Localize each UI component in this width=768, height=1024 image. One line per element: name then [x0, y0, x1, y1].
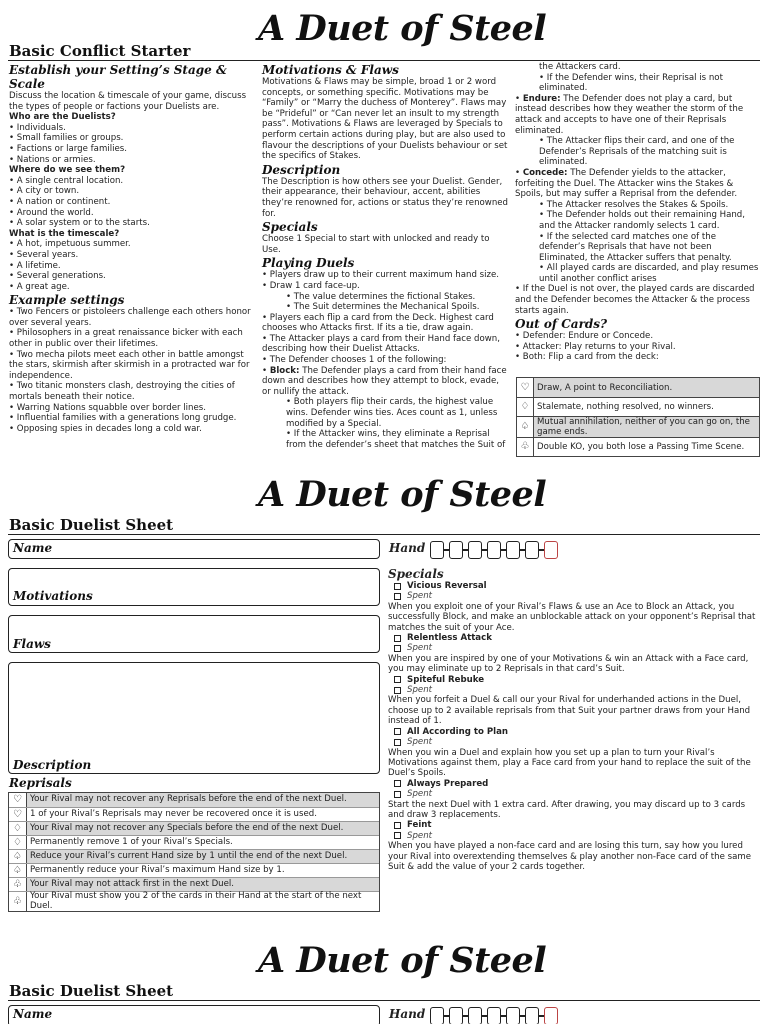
- hand-card-slot[interactable]: [430, 541, 444, 559]
- concede-option: • Concede: The Defender yields to the attacker, forfeiting the Duel. The Attacker wins the Stakes & Spoils, but may suffer a Reprisal from the defender.: [515, 167, 738, 200]
- list-item: • The Attacker flips their card, and one of the Defender’s Reprisals of the matching suit is eliminated.: [539, 136, 735, 168]
- special-text: When you win a Duel and explain how you set up a plan to turn your Rival’s Motivations against them, play a Face card from your hand to replace the suit of the Duel’s Spoils.: [388, 747, 751, 779]
- special-name[interactable]: All According to Plan: [388, 727, 760, 737]
- checkbox[interactable]: [394, 791, 401, 798]
- table-cell: Permanently remove 1 of your Rival’s Specials.: [30, 836, 233, 847]
- list-item: • A hot, impetuous summer.: [9, 239, 131, 250]
- diamond-icon: ♢: [517, 398, 534, 416]
- list-item: • Opposing spies in decades long a cold war.: [9, 423, 202, 434]
- hand-card-slot[interactable]: [544, 1007, 558, 1024]
- list-item: • The Defender chooses 1 of the following:: [262, 355, 447, 366]
- list-item: • Both: Flip a card from the deck:: [515, 352, 659, 363]
- out-of-cards-heading: Out of Cards?: [515, 317, 608, 332]
- hand-card-slot[interactable]: [449, 541, 463, 559]
- list-item: • Philosophers in a great renaissance bicker with each other in public over their lifetimes.: [9, 328, 243, 350]
- special-text: When you have played a non-face card and are losing this turn, say how you lured your Rival into overextending themselves & play another non-Face card of the same Suit & add the value of your 2 cards together.: [388, 841, 751, 872]
- sheet1-title-rule: [8, 534, 760, 535]
- table-cell: Draw, A point to Reconciliation.: [537, 382, 673, 393]
- motivations-label: Motivations: [13, 589, 93, 603]
- special-name[interactable]: Feint: [388, 820, 760, 830]
- list-item: • The Attacker resolves the Stakes & Spoils.: [539, 199, 729, 210]
- spent-toggle[interactable]: Spent: [388, 789, 760, 799]
- checkbox[interactable]: [394, 645, 401, 652]
- spent-toggle[interactable]: Spent: [388, 591, 760, 601]
- checkbox[interactable]: [394, 728, 401, 735]
- motivations-flaws-text: Motivations & Flaws may be simple, broad 1 or 2 word concepts, or something specific. Motivations may be “Family” or “Marry the duchess of Monterey”. Flaws may be “Prideful” or “Can never let an insult to my strength pass”. Motivations & Flaws are leveraged by Specials to perform certain actions during play, but are also used to flavour the descriptions of your Duelists behaviour or set the specifics of Stakes.: [262, 77, 508, 162]
- list-item: • Two titanic monsters clash, destroying the cities of mortals beneath their notice.: [9, 381, 235, 403]
- hand-card-slot[interactable]: [525, 1007, 539, 1024]
- spade-icon: ♤: [517, 417, 534, 437]
- sheet1-title: A Duet of Steel: [258, 474, 547, 515]
- heart-icon: ♡: [517, 378, 534, 397]
- hand-card-slots: [430, 1007, 558, 1024]
- specials-heading: Specials: [262, 220, 318, 235]
- concede-text: The Defender yields to the attacker, forfeiting the Duel. The Attacker wins the Stakes & Spoils, but may suffer a Reprisal from the defender.: [515, 167, 738, 200]
- endure-label: Endure:: [522, 93, 561, 104]
- list-item: • Several generations.: [9, 271, 106, 282]
- diamond-icon: ♢: [9, 822, 27, 835]
- list-item: • A city or town.: [9, 186, 80, 197]
- who-heading: Who are the Duelists?: [9, 112, 116, 123]
- endure-text: The Defender does not play a card, but instead describes how they weather the storm of the attack and accepts to have one of their Reprisals eliminated.: [515, 93, 744, 136]
- list-item: • Two Fencers or pistoleers challenge each others honor over several years.: [9, 307, 251, 328]
- table-row[interactable]: [9, 849, 379, 863]
- hand-card-slots: [430, 541, 558, 559]
- list-item: • A great age.: [9, 281, 70, 292]
- table-row[interactable]: [9, 891, 379, 911]
- starter-title-rule: [8, 60, 760, 61]
- club-icon: ♧: [517, 438, 534, 456]
- hand-card-slot[interactable]: [525, 541, 539, 559]
- checkbox[interactable]: [394, 583, 401, 590]
- table-row: [517, 416, 759, 437]
- list-item: the Attackers card.: [539, 62, 621, 72]
- name-field[interactable]: [8, 1005, 380, 1024]
- list-item: • The Attacker plays a card from their Hand face down, describing how their Duelist Attacks.: [262, 333, 500, 355]
- special-name[interactable]: Relentless Attack: [388, 633, 760, 643]
- heart-icon: ♡: [9, 793, 27, 807]
- list-item: • Defender: Endure or Concede.: [515, 331, 654, 342]
- specials-text: Choose 1 Special to start with unlocked and ready to Use.: [262, 234, 490, 255]
- table-cell: Your Rival may not attack first in the next Duel.: [30, 878, 235, 889]
- checkbox[interactable]: [394, 635, 401, 642]
- special-text: Start the next Duel with 1 extra card. After drawing, you may discard up to 3 cards and draw 3 replacements.: [388, 799, 746, 820]
- hand-card-slot[interactable]: [487, 541, 501, 559]
- list-item: • Around the world.: [9, 207, 94, 218]
- concede-label: Concede:: [522, 167, 568, 178]
- diamond-icon: ♢: [9, 836, 27, 849]
- table-row[interactable]: [9, 821, 379, 835]
- list-item: • The Suit determines the Mechanical Spoils.: [286, 302, 480, 313]
- motivations-flaws-heading: Motivations & Flaws: [262, 63, 399, 77]
- table-cell: Double KO, you both lose a Passing Time Scene.: [537, 442, 745, 452]
- table-cell: Your Rival may not recover any Reprisals before the end of the next Duel.: [30, 794, 347, 805]
- starter-column-3: [515, 62, 761, 363]
- sheet2-title-rule: [8, 1000, 760, 1001]
- spade-icon: ♤: [9, 850, 27, 863]
- list-item: • The Defender holds out their remaining Hand, and the Attacker randomly selects 1 card.: [539, 210, 745, 231]
- list-item: • If the Attacker wins, they eliminate a Reprisal from the defender’s sheet that matches the Suit of: [286, 429, 506, 450]
- starter-column-2: [262, 62, 508, 450]
- list-item: • If the Defender wins, their Reprisal is not eliminated.: [539, 72, 723, 94]
- table-row: [517, 378, 759, 397]
- list-item: • Several years.: [9, 249, 79, 260]
- hand-card-slot[interactable]: [544, 541, 558, 559]
- sheet2-title: A Duet of Steel: [258, 940, 547, 981]
- table-cell: Stalemate, nothing resolved, no winners.: [537, 402, 714, 412]
- special-name[interactable]: Spiteful Rebuke: [388, 675, 760, 685]
- reprisals-table: [8, 792, 380, 912]
- heart-icon: ♡: [9, 808, 27, 821]
- special-text: When you exploit one of your Rival’s Flaws & use an Ace to Block an Attack, you successfully Block, and make an unblockable attack on your opponent’s Reprisal that matches the suit of your Ace.: [388, 601, 756, 633]
- spent-toggle[interactable]: Spent: [388, 737, 760, 747]
- list-item: • Influential families with a generations long grudge.: [9, 413, 237, 424]
- checkbox[interactable]: [394, 739, 401, 746]
- table-row: [517, 397, 759, 416]
- hand-card-slot[interactable]: [468, 1007, 482, 1024]
- list-item: • The value determines the fictional Stakes.: [286, 291, 476, 302]
- hand-card-slot[interactable]: [487, 1007, 501, 1024]
- list-item: • All played cards are discarded, and play resumes until another conflict arises: [539, 263, 759, 284]
- hand-card-slot[interactable]: [468, 541, 482, 559]
- list-item: • Players draw up to their current maximum hand size.: [262, 270, 500, 281]
- playing-duels-heading: Playing Duels: [262, 256, 355, 271]
- list-item: • A single central location.: [9, 175, 124, 186]
- list-item: • Factions or large families.: [9, 143, 127, 154]
- list-item: • Small families or groups.: [9, 133, 124, 144]
- description-label: Description: [13, 758, 92, 772]
- reprisals-label: Reprisals: [9, 776, 72, 790]
- block-label: Block:: [269, 365, 300, 376]
- endure-option: • Endure: The Defender does not play a card, but instead describes how they weather the storm of the attack and accepts to have one of their Reprisals eliminated.: [515, 93, 744, 136]
- table-cell: 1 of your Rival’s Reprisals may never be recovered once it is used.: [30, 808, 317, 819]
- list-item: • If the selected card matches one of the defender’s Reprisals that have not been Eliminated, the Attacker suffers that penalty.: [539, 231, 732, 263]
- list-item: • Individuals.: [9, 122, 66, 133]
- block-text: The Defender plays a card from their hand face down and describes how they attempt to block, evade, or nullify the attack.: [262, 365, 507, 397]
- checkbox[interactable]: [394, 593, 401, 600]
- sheet2-subtitle: Basic Duelist Sheet: [9, 982, 174, 1000]
- checkbox[interactable]: [394, 822, 401, 829]
- table-row: [517, 437, 759, 456]
- examples-heading: Example settings: [9, 293, 125, 308]
- table-row[interactable]: [9, 877, 379, 891]
- name-label: Name: [13, 541, 53, 555]
- list-item: • A lifetime.: [9, 260, 61, 271]
- time-heading: What is the timescale?: [9, 228, 120, 239]
- flaws-label: Flaws: [13, 637, 51, 651]
- stage-heading: Establish your Setting’s Stage & Scale: [9, 63, 227, 91]
- hand-label: Hand: [389, 541, 426, 555]
- table-cell: Permanently reduce your Rival’s maximum Hand size by 1.: [30, 864, 285, 875]
- name-field[interactable]: [8, 539, 380, 559]
- description-text: The Description is how others see your Duelist. Gender, their appearance, their behaviour, accent, abilities they’re renowned for, actions or status they’re renowned for.: [262, 176, 509, 219]
- spent-toggle[interactable]: Spent: [388, 643, 760, 653]
- list-item: • Players each flip a card from the Deck. Highest card chooses who Attacks first. If its a tie, draw again.: [262, 312, 494, 334]
- list-item: • Warring Nations squabble over border lines.: [9, 402, 206, 413]
- list-item: • A solar system or to the starts.: [9, 218, 150, 229]
- hand-card-slot[interactable]: [506, 1007, 520, 1024]
- table-cell: Mutual annihilation, neither of you can go on, the game ends.: [537, 417, 750, 437]
- spade-icon: ♤: [9, 864, 27, 877]
- table-cell: Your Rival may not recover any Specials before the end of the next Duel.: [30, 822, 344, 833]
- flaws-field[interactable]: [8, 615, 380, 653]
- list-item: • Attacker: Play returns to your Rival.: [515, 341, 676, 352]
- specials-panel: [388, 567, 760, 872]
- hand-card-slot[interactable]: [506, 541, 520, 559]
- starter-column-1: [9, 62, 255, 434]
- list-item: • Both players flip their cards, the highest value wins. Defender wins ties. Aces count as 1, unless modified by a Special.: [286, 397, 498, 429]
- special-name[interactable]: Always Prepared: [388, 779, 760, 789]
- special-text: When you are inspired by one of your Motivations & win an Attack with a Face card, you may eliminate up to 2 Reprisals in that card’s Suit.: [388, 653, 749, 675]
- checkbox[interactable]: [394, 780, 401, 787]
- table-row[interactable]: [9, 835, 379, 849]
- club-icon: ♧: [9, 878, 27, 891]
- hand-card-slot[interactable]: [430, 1007, 444, 1024]
- list-item: • Draw 1 card face-up.: [262, 280, 360, 291]
- table-row[interactable]: [9, 863, 379, 877]
- table-cell: Reduce your Rival’s current Hand size by 1 until the end of the next Duel.: [30, 850, 348, 861]
- block-option: • Block: The Defender plays a card from their hand face down and describes how they attempt to block, evade, or nullify the attack.: [262, 365, 507, 397]
- club-icon: ♧: [9, 892, 27, 911]
- description-heading: Description: [262, 162, 341, 177]
- special-name[interactable]: Vicious Reversal: [388, 581, 760, 591]
- table-row[interactable]: [9, 793, 379, 807]
- where-heading: Where do we see them?: [9, 165, 126, 176]
- specials-heading: Specials: [388, 567, 444, 581]
- special-text: When you forfeit a Duel & call our your Rival for underhanded actions in the Duel, choose up to 2 available reprisals from that Suit your partner draws from your Hand instead of 1.: [388, 695, 751, 727]
- starter-title: A Duet of Steel: [258, 8, 547, 49]
- out-of-cards-table: [516, 377, 760, 457]
- checkbox[interactable]: [394, 676, 401, 683]
- spent-toggle[interactable]: Spent: [388, 831, 760, 841]
- table-row[interactable]: [9, 807, 379, 821]
- name-label: Name: [13, 1007, 53, 1021]
- hand-card-slot[interactable]: [449, 1007, 463, 1024]
- stage-intro: Discuss the location & timescale of your game, discuss the types of people or factions your Duelists are.: [9, 91, 247, 112]
- list-item: • A nation or continent.: [9, 196, 111, 207]
- spent-toggle[interactable]: Spent: [388, 685, 760, 695]
- checkbox[interactable]: [394, 832, 401, 839]
- list-item: • Nations or armies.: [9, 154, 96, 165]
- starter-subtitle: Basic Conflict Starter: [9, 42, 191, 60]
- table-cell: Your Rival must show you 2 of the cards in their Hand at the start of the next Duel.: [30, 891, 362, 911]
- hand-label: Hand: [389, 1007, 426, 1021]
- list-item: • Two mecha pilots meet each other in battle amongst the stars, skirmish after skirmish in a protracted war for independence.: [9, 349, 250, 381]
- list-item: • If the Duel is not over, the played cards are discarded and the Defender becomes the Attacker & the process starts again.: [515, 284, 755, 316]
- sheet1-subtitle: Basic Duelist Sheet: [9, 516, 174, 534]
- checkbox[interactable]: [394, 687, 401, 694]
